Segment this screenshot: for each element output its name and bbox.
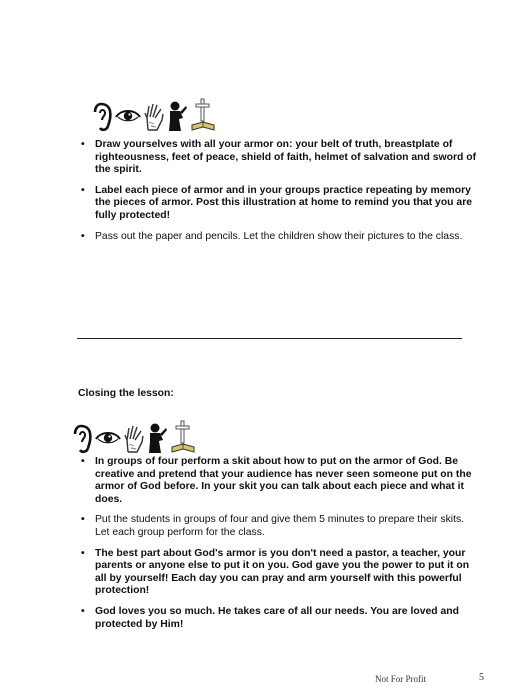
hand-icon	[143, 102, 165, 132]
list-item: • Put the students in groups of four and give them 5 minutes to prepare their skits. Let each group perform for the class.	[80, 514, 480, 539]
bible-cross-icon	[171, 420, 195, 454]
sense-icons-top	[93, 92, 215, 132]
ear-icon	[73, 424, 93, 454]
section-divider	[77, 338, 462, 339]
sense-icons-closing	[73, 414, 195, 454]
ear-icon	[93, 102, 113, 132]
list-item: • God loves you so much. He takes care of all our needs. You are loved and protected by Him!	[80, 606, 480, 631]
list-item: • The best part about God's armor is you don't need a pastor, a teacher, your parents or anyone else to put it on you. God gave you the power to put it on all by yourself! Each day you can pray and arm yourself with this powerful protection!	[80, 548, 480, 598]
closing-bullet-list	[80, 456, 480, 639]
activity-bullet-list	[80, 139, 480, 251]
hand-icon	[123, 424, 145, 454]
praying-person-icon	[167, 100, 189, 132]
page-number: 5	[479, 672, 484, 683]
footer-label: Not For Profit	[375, 674, 427, 684]
list-item: • Label each piece of armor and in your groups practice repeating by memory the pieces of armor. Post this illustration at home to remind you that you are fully protected!	[80, 185, 480, 223]
bible-cross-icon	[191, 98, 215, 132]
list-item: • In groups of four perform a skit about how to put on the armor of God. Be creative and pretend that your audience has never seen someone put on the armor of God before. In your skit you can talk about each piece and what it does.	[80, 456, 480, 506]
list-item: • Pass out the paper and pencils. Let the children show their pictures to the class.	[80, 231, 480, 244]
section-heading: Closing the lesson:	[78, 388, 174, 399]
praying-person-icon	[147, 422, 169, 454]
eye-icon	[115, 108, 141, 124]
eye-icon	[95, 430, 121, 446]
list-item: • Draw yourselves with all your armor on: your belt of truth, breastplate of righteousness, feet of peace, shield of faith, helmet of salvation and sword of the spirit.	[80, 139, 480, 177]
